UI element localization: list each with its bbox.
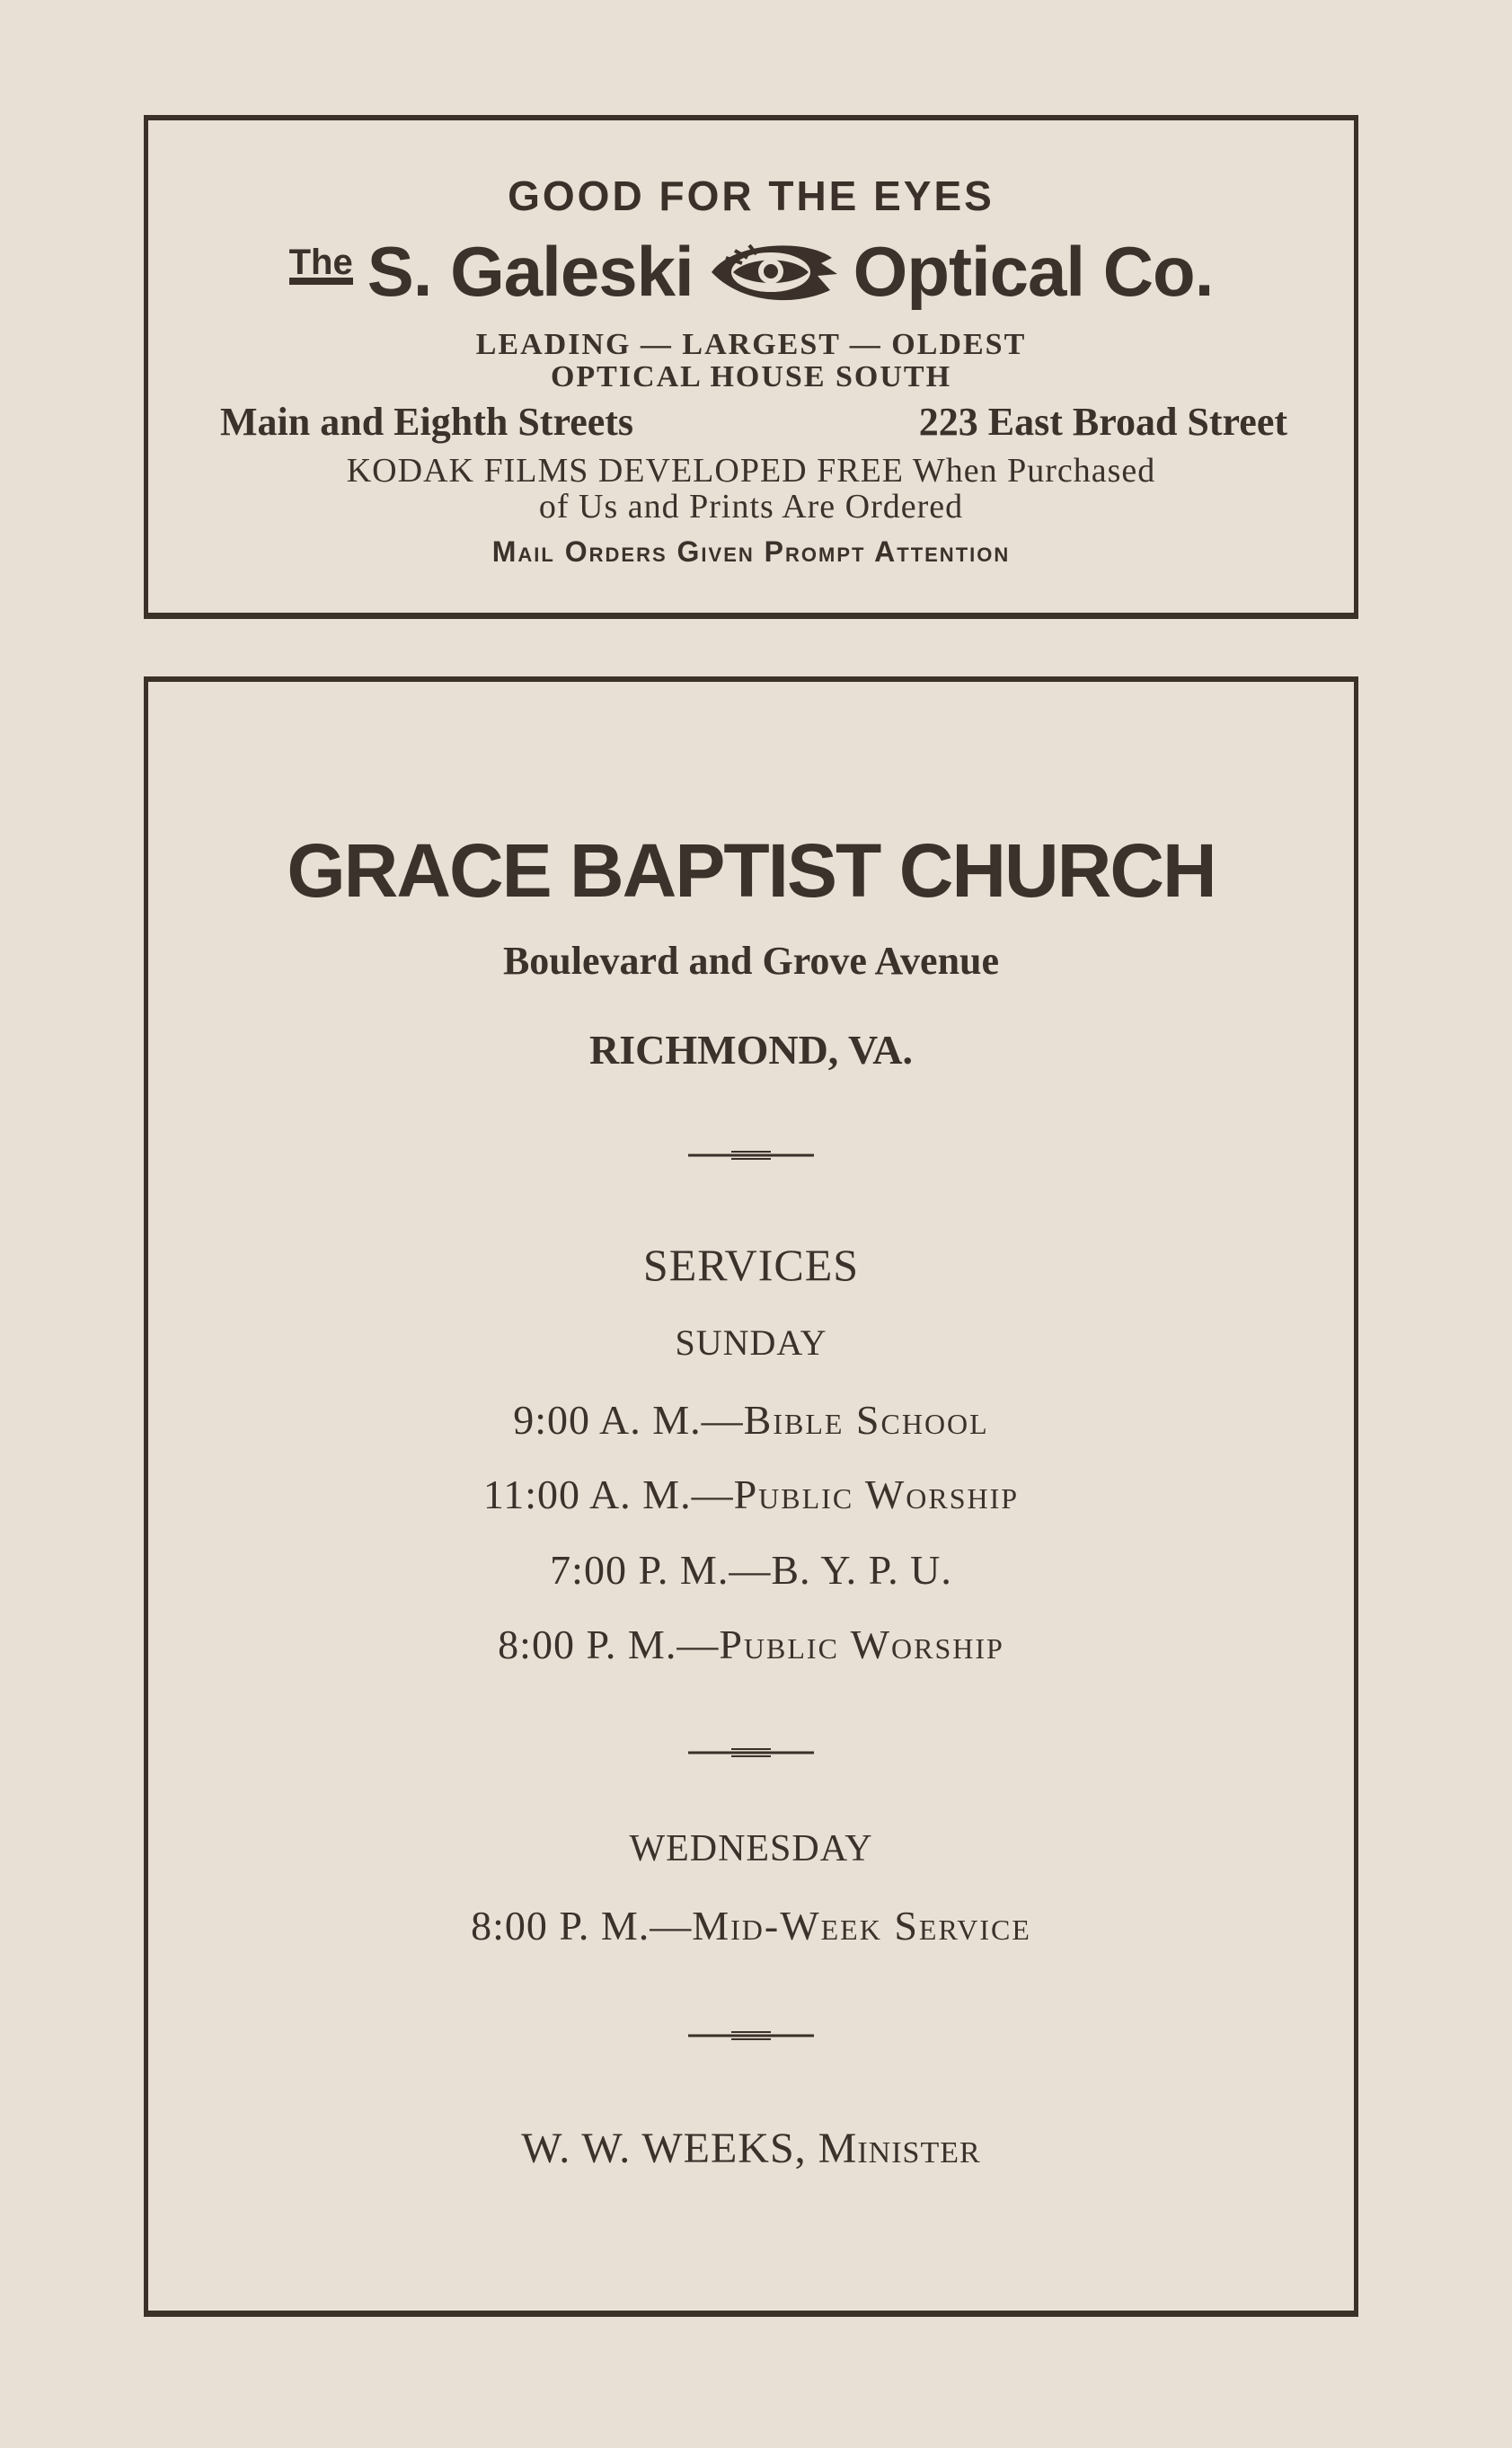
ad-tagline: [148, 329, 1354, 393]
divider-ornament: [688, 2029, 814, 2042]
address-left: Main and Eighth Streets: [220, 400, 634, 444]
minister-title: Minister: [818, 2125, 981, 2172]
ad-brand-line: [148, 226, 1354, 316]
church-name: GRACE BAPTIST CHURCH: [287, 828, 1216, 913]
brand-name-left: S. Galeski: [367, 231, 694, 311]
service-time: 8:00 P. M.—: [471, 1903, 693, 1949]
service-row: [148, 1471, 1354, 1518]
brand-the: The: [289, 247, 353, 285]
optical-ad-box: [144, 115, 1358, 619]
minister-line: [148, 2124, 1354, 2173]
service-row: [148, 1546, 1354, 1594]
church-city: RICHMOND, VA.: [589, 1027, 913, 1073]
kodak-offer: [148, 453, 1354, 525]
service-name: B. Y. P. U.: [771, 1547, 952, 1593]
service-name: Public Worship: [733, 1471, 1020, 1517]
address-right: 223 East Broad Street: [918, 400, 1287, 444]
service-time: 9:00 A. M.—: [513, 1397, 744, 1443]
divider-ornament: [688, 1746, 814, 1759]
minister-name: W. W. WEEKS,: [521, 2125, 818, 2172]
service-name: Mid-Week Service: [692, 1903, 1031, 1949]
tagline-line-1: LEADING — LARGEST — OLDEST: [475, 328, 1027, 361]
service-row: [148, 1902, 1354, 1949]
eye-logo-icon: [706, 231, 841, 312]
wednesday-heading: WEDNESDAY: [629, 1828, 873, 1869]
service-name: Public Worship: [719, 1622, 1004, 1667]
sunday-heading: SUNDAY: [675, 1322, 827, 1363]
services-heading: SERVICES: [642, 1240, 860, 1290]
kodak-line-1: KODAK FILMS DEVELOPED FREE When Purchased: [346, 452, 1156, 490]
divider-ornament: [688, 1149, 814, 1162]
mail-orders-text: Mail Orders Given Prompt Attention: [491, 535, 1011, 568]
ad-headline: GOOD FOR THE EYES: [508, 172, 995, 219]
church-box: [144, 676, 1358, 2317]
service-name: Bible School: [743, 1397, 989, 1443]
mail-orders-note: [148, 535, 1354, 569]
ad-addresses: [148, 399, 1354, 446]
tagline-line-2: OPTICAL HOUSE SOUTH: [550, 360, 952, 393]
service-time: 7:00 P. M.—: [550, 1547, 772, 1593]
brand-name-right: Optical Co.: [853, 231, 1214, 311]
service-time: 8:00 P. M.—: [498, 1622, 720, 1667]
service-row: [148, 1396, 1354, 1444]
service-row: [148, 1621, 1354, 1668]
kodak-line-2: of Us and Prints Are Ordered: [538, 488, 964, 526]
service-time: 11:00 A. M.—: [482, 1471, 734, 1517]
church-street: Boulevard and Grove Avenue: [502, 939, 1000, 983]
